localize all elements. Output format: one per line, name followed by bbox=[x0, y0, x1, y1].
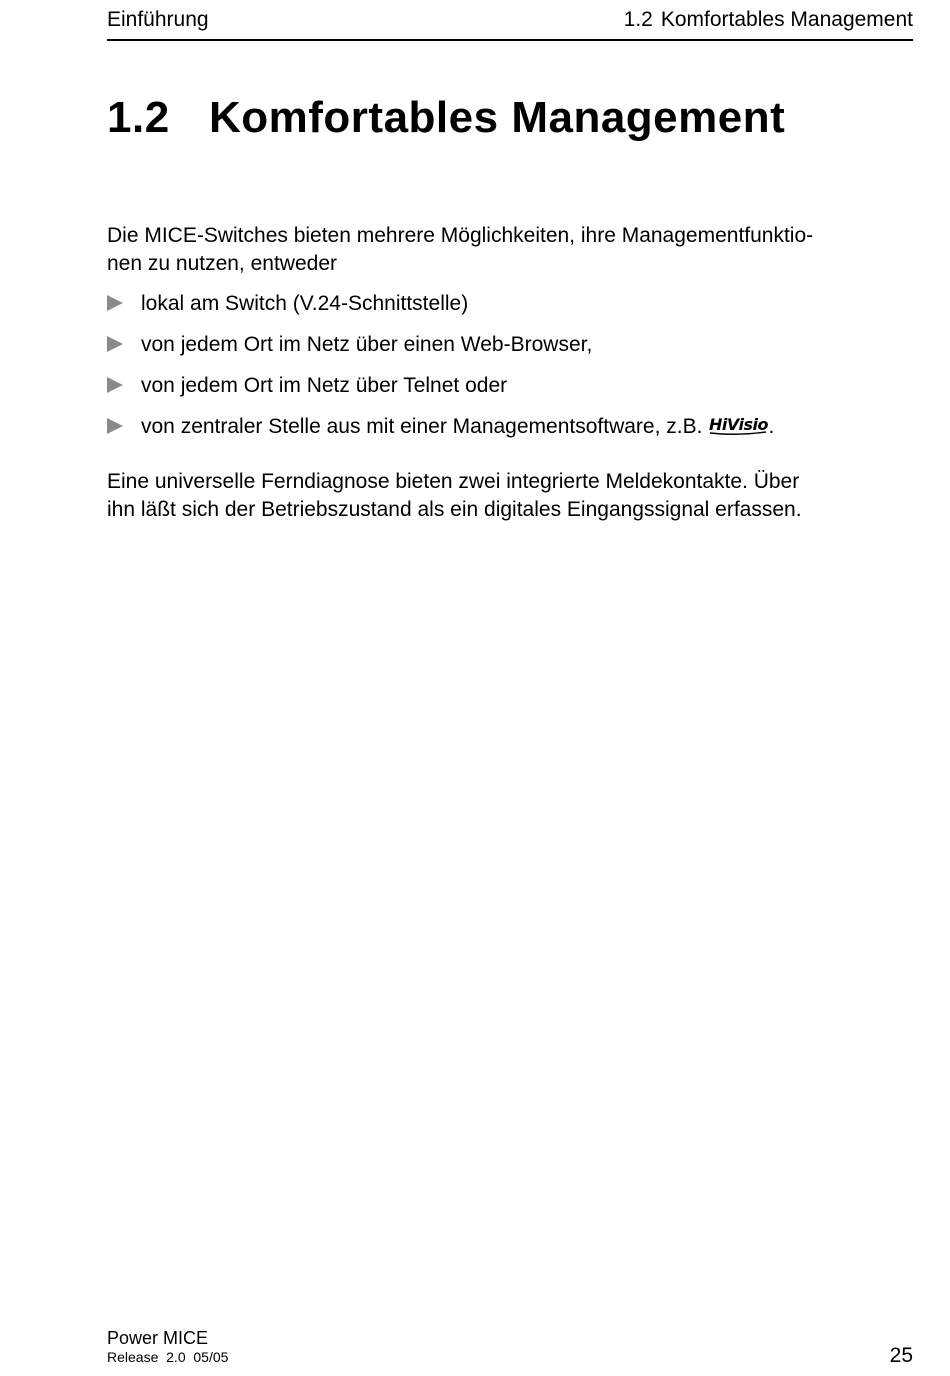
intro-line: Die MICE-Switches bieten mehrere Möglichkeiten, ihre Managementfunktio- bbox=[107, 224, 814, 247]
paragraph-line: Eine universelle Ferndiagnose bieten zwei integrierte Meldekontakte. Über bbox=[107, 470, 800, 493]
triangle-bullet-icon bbox=[107, 295, 123, 311]
triangle-bullet-icon bbox=[107, 418, 123, 434]
footer-release: Release 2.0 05/05 bbox=[107, 1349, 229, 1365]
header-section-title: Komfortables Management bbox=[660, 8, 913, 31]
intro-line: nen zu nutzen, entweder bbox=[107, 252, 337, 275]
section-title: Komfortables Management bbox=[209, 93, 786, 142]
header-section-number: 1.2 bbox=[623, 8, 653, 31]
triangle-bullet-icon bbox=[107, 336, 123, 352]
section-heading bbox=[107, 93, 785, 143]
header-chapter: Einführung bbox=[107, 8, 209, 31]
intro-paragraph bbox=[107, 222, 917, 278]
footer-info bbox=[107, 1327, 228, 1365]
page-number: 25 bbox=[889, 1344, 913, 1367]
diagnosis-paragraph bbox=[107, 468, 917, 524]
section-number: 1.2 bbox=[107, 93, 170, 142]
header-section bbox=[624, 8, 913, 32]
paragraph-line: ihn läßt sich der Betriebszustand als ein digitales Eingangssignal erfassen. bbox=[107, 498, 802, 521]
running-header bbox=[107, 6, 913, 41]
logo-suffix: . bbox=[768, 415, 775, 438]
hivision-logo bbox=[708, 413, 768, 445]
list-item-text-with-logo bbox=[141, 413, 774, 445]
footer-product: Power MICE bbox=[107, 1328, 209, 1348]
list-item-text: von jedem Ort im Netz über einen Web-Browser, bbox=[141, 333, 593, 356]
list-item-text: von jedem Ort im Netz über Telnet oder bbox=[141, 374, 508, 397]
list-item-text: lokal am Switch (V.24-Schnittstelle) bbox=[141, 292, 469, 315]
triangle-bullet-icon bbox=[107, 377, 123, 393]
list-item-text: von zentraler Stelle aus mit einer Managementsoftware, z.B. bbox=[141, 415, 703, 438]
svg-text:HiVision: HiVisio bbox=[709, 415, 769, 434]
